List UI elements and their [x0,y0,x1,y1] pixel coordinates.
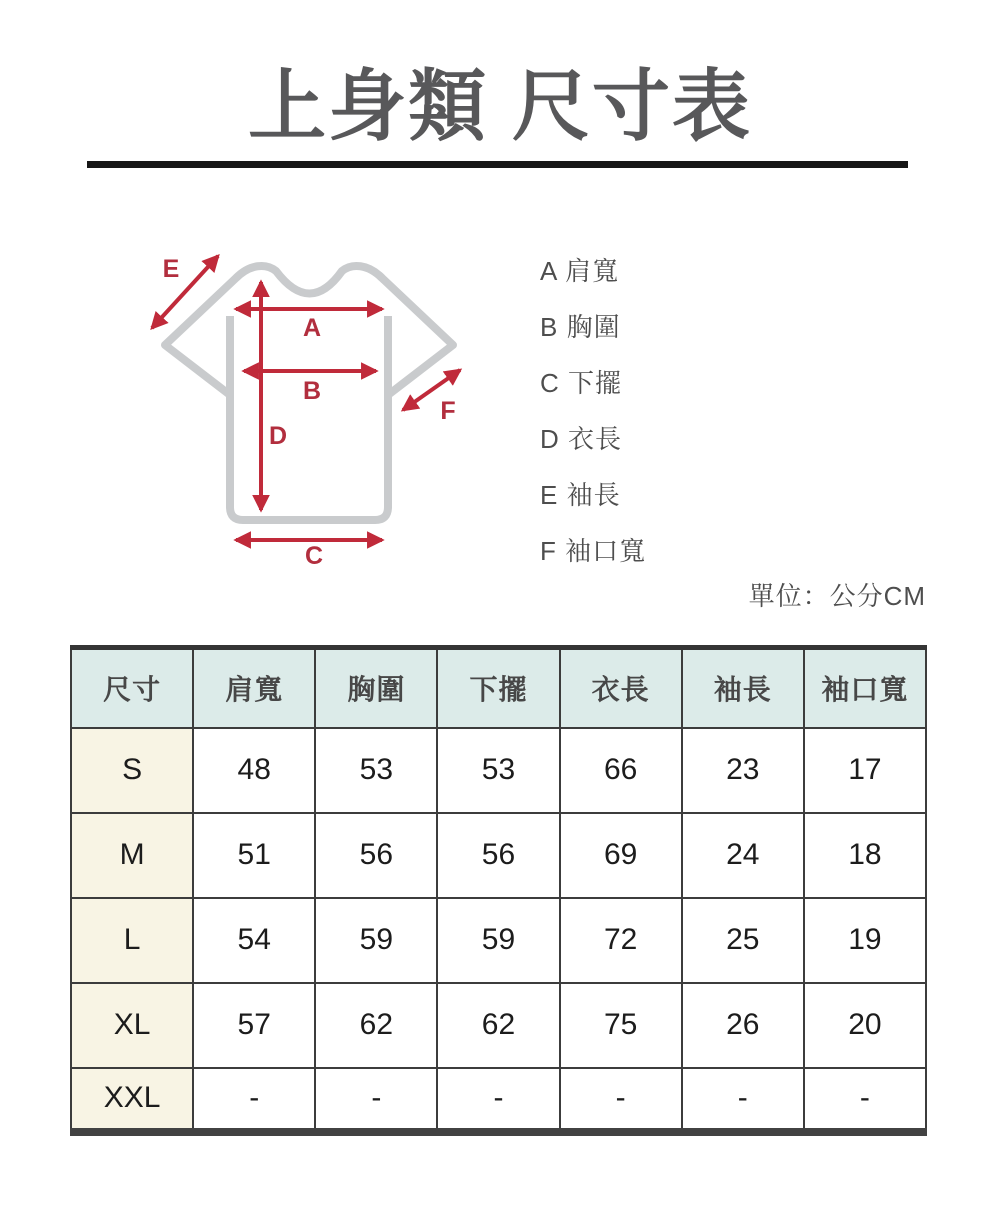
column-header: 肩寬 [193,648,315,728]
legend-item-C: C 下擺 [540,367,623,398]
diagram-label-D: D [268,422,288,450]
value-cell: 72 [560,898,682,983]
value-cell: 56 [437,813,559,898]
size-table [70,645,927,1136]
size-cell: XXL [71,1068,193,1132]
size-cell: M [71,813,193,898]
diagram-label-B: B [302,377,322,405]
value-cell: - [437,1068,559,1132]
tshirt-body-outline [230,316,388,520]
value-cell: 18 [804,813,926,898]
value-cell: 69 [560,813,682,898]
value-cell: - [682,1068,804,1132]
table-row [71,728,926,813]
column-header: 衣長 [560,648,682,728]
value-cell: 56 [315,813,437,898]
value-cell: 53 [437,728,559,813]
diagram-label-A: A [302,314,322,342]
legend-item-B: B 胸圍 [540,311,621,342]
value-cell: 62 [437,983,559,1068]
value-cell: 26 [682,983,804,1068]
value-cell: - [315,1068,437,1132]
size-cell: S [71,728,193,813]
value-cell: 51 [193,813,315,898]
value-cell: 57 [193,983,315,1068]
column-header: 胸圍 [315,648,437,728]
diagram-label-F: F [440,397,456,425]
value-cell: 75 [560,983,682,1068]
column-header: 袖長 [682,648,804,728]
value-cell: 53 [315,728,437,813]
page-title: 上身類 尺寸表 [248,62,752,150]
size-cell: XL [71,983,193,1068]
value-cell: 59 [437,898,559,983]
diagram-label-E: E [162,255,180,283]
value-cell: - [560,1068,682,1132]
value-cell: 23 [682,728,804,813]
table-body [71,728,926,1132]
value-cell: 59 [315,898,437,983]
value-cell: 66 [560,728,682,813]
legend-item-E: E 袖長 [540,479,621,510]
value-cell: 20 [804,983,926,1068]
table-row [71,1068,926,1132]
title-underline [87,161,908,168]
table-row [71,898,926,983]
tshirt-measurement-diagram [120,230,500,610]
value-cell: 62 [315,983,437,1068]
column-header: 尺寸 [71,648,193,728]
table-header-row [71,648,926,728]
value-cell: 24 [682,813,804,898]
unit-note: 單位：公分CM [748,581,926,611]
column-header: 下擺 [437,648,559,728]
value-cell: 25 [682,898,804,983]
value-cell: - [804,1068,926,1132]
value-cell: 48 [193,728,315,813]
value-cell: 17 [804,728,926,813]
legend-item-A: A 肩寬 [540,255,620,286]
column-header: 袖口寬 [804,648,926,728]
legend-item-D: D 衣長 [540,423,623,454]
size-cell: L [71,898,193,983]
value-cell: 19 [804,898,926,983]
table-row [71,813,926,898]
legend [540,241,646,577]
legend-item-F: F 袖口寬 [540,535,647,566]
value-cell: 54 [193,898,315,983]
value-cell: - [193,1068,315,1132]
diagram-label-C: C [304,542,324,570]
table-row [71,983,926,1068]
